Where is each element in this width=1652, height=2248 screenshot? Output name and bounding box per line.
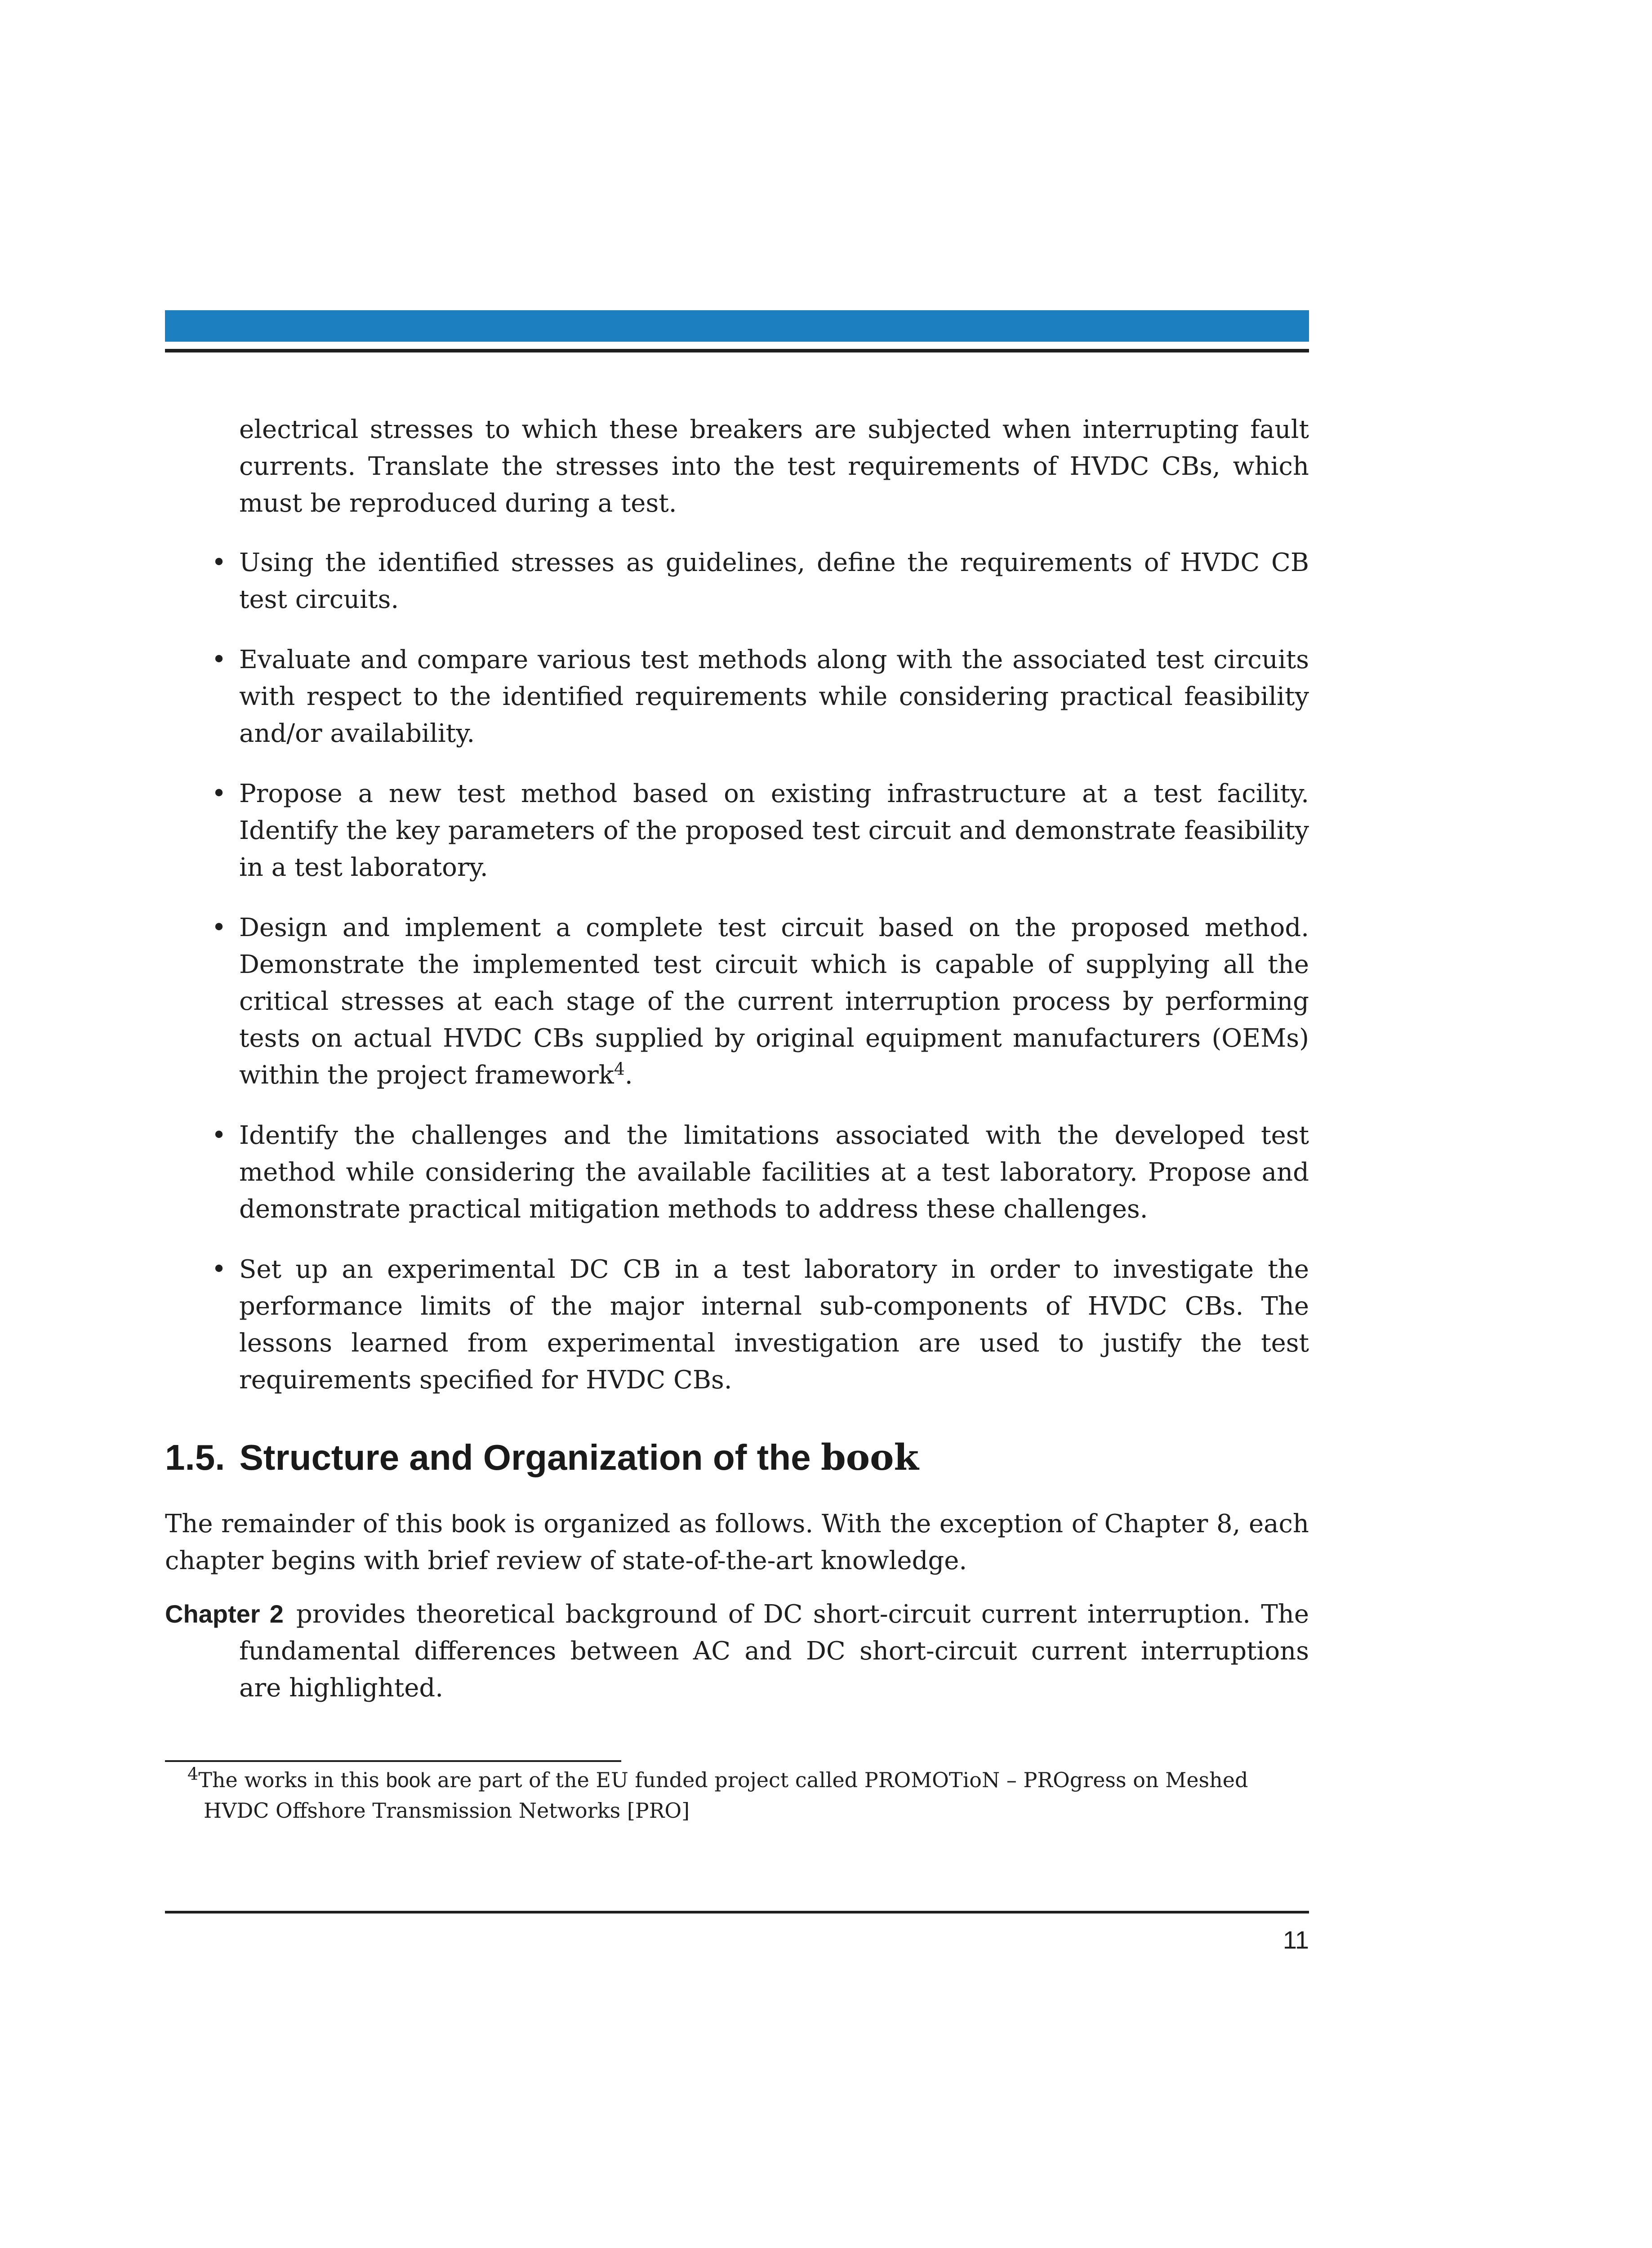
section-title-word: book — [820, 1436, 919, 1478]
bullet-icon: • — [211, 1255, 227, 1284]
intro-text-start: The remainder of this — [165, 1509, 443, 1539]
footnote-line-2: HVDC Offshore Transmission Networks [PRO] — [204, 1798, 690, 1823]
footnote — [165, 1765, 1309, 1826]
footnote-word: book — [386, 1768, 431, 1792]
footnote-reference[interactable]: 4 — [614, 1059, 625, 1079]
intro-text-end: is organized as follows. With the exception of Chapter 8, each chapter begins with brief review of state-of-the-art knowledge. — [165, 1509, 1309, 1575]
bullet-icon: • — [211, 1121, 227, 1150]
list-item — [165, 776, 1309, 886]
chapter-label: Chapter 2 — [165, 1600, 284, 1628]
chapter-header-band — [165, 310, 1309, 342]
list-item-text: Set up an experimental DC CB in a test laboratory in order to investigate the performance limits of the major internal sub-components of HVDC CBs. The lessons learned from experimental investigation are used to justify the test requirements specified for HVDC CBs. — [239, 1255, 1309, 1395]
list-item-text: Evaluate and compare various test methods along with the associated test circuits with respect to the identified requirements while considering practical feasibility and/or availability. — [239, 645, 1309, 748]
chapter-desc-text: provides theoretical background of DC short-circuit current interruption. The fundamental differences between AC and DC short-circuit current interruptions are highlighted. — [239, 1600, 1309, 1703]
continuation-paragraph: electrical stresses to which these breakers are subjected when interrupting fault currents. Translate the stresses into the test requirements of HVDC CBs, which must be reproduced during a test. — [239, 415, 1309, 518]
page-body — [165, 411, 1309, 1707]
bullet-icon: • — [211, 913, 227, 942]
list-item — [165, 1117, 1309, 1228]
bullet-icon: • — [211, 548, 227, 577]
list-item-text: Propose a new test method based on existing infrastructure at a test facility. Identify the key parameters of the proposed test circuit and demonstrate feasibility in a test laboratory. — [239, 779, 1309, 882]
page-number: 11 — [1282, 1926, 1309, 1954]
list-item-suffix: . — [624, 1061, 633, 1090]
list-item-text: Using the identified stresses as guidelines, define the requirements of HVDC CB test circuits. — [239, 548, 1309, 614]
list-item-text: Design and implement a complete test circuit based on the proposed method. Demonstrate the implemented test circuit which is capable of supplying all the critical stresses at each stage of the current interruption process by performing tests on actual HVDC CBs supplied by original equipment manufacturers (OEMs) within the project framework — [239, 913, 1309, 1090]
footer-rule — [165, 1911, 1309, 1913]
list-item — [165, 642, 1309, 752]
objectives-list — [165, 544, 1309, 1399]
chapter-description — [165, 1596, 1309, 1707]
intro-word: book — [451, 1509, 506, 1538]
footnote-text-start: The works in this — [198, 1768, 379, 1792]
footnote-number: 4 — [187, 1764, 199, 1784]
footnote-text-end: are part of the EU funded project called PROMOTioN – PROgress on Meshed — [437, 1768, 1248, 1792]
section-number: 1.5. — [165, 1437, 225, 1477]
footnote-rule — [165, 1760, 621, 1762]
footnote-line-1 — [187, 1765, 1309, 1795]
list-item — [165, 910, 1309, 1094]
section-title: Structure and Organization of the — [239, 1437, 811, 1477]
section-intro — [165, 1505, 1309, 1579]
list-item — [165, 544, 1309, 618]
header-rule — [165, 349, 1309, 352]
list-item-text: Identify the challenges and the limitations associated with the developed test method while considering the available facilities at a test laboratory. Propose and demonstrate practical mitigation methods to address these challenges. — [239, 1121, 1309, 1224]
bullet-icon: • — [211, 779, 227, 808]
bullet-icon: • — [211, 645, 227, 674]
section-heading — [165, 1435, 1309, 1480]
list-item — [165, 1251, 1309, 1399]
